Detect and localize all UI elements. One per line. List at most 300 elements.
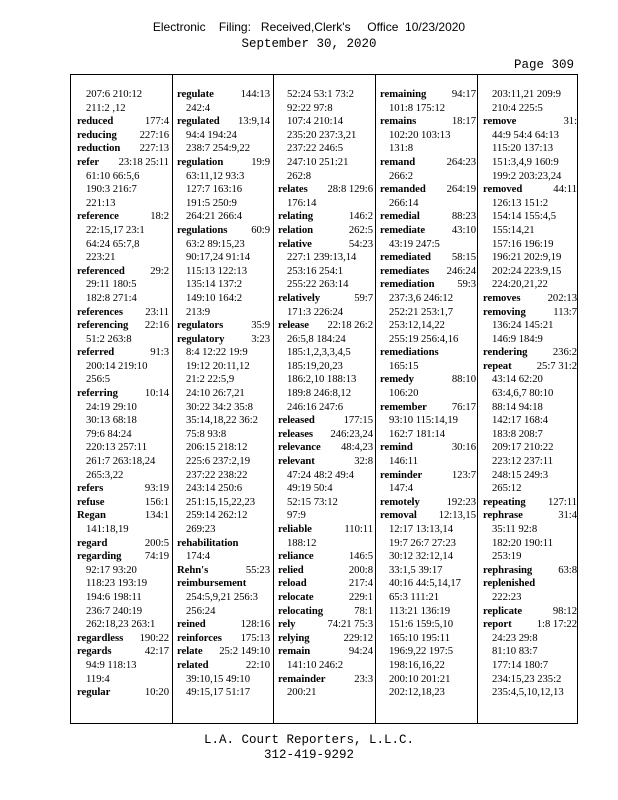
index-term: remediation bbox=[380, 278, 435, 291]
index-entry bbox=[177, 659, 270, 673]
index-continuation bbox=[380, 428, 476, 442]
page-line-refs: 227:16 bbox=[139, 128, 169, 141]
index-entry bbox=[278, 210, 373, 224]
page-line-refs: 224:20,21,22 bbox=[492, 278, 548, 291]
index-entry bbox=[483, 183, 577, 197]
index-term: regards bbox=[77, 645, 112, 658]
index-continuation bbox=[278, 115, 373, 129]
page-line-refs: 94:4 194:24 bbox=[186, 128, 237, 141]
index-continuation bbox=[380, 550, 476, 564]
page-line-refs: 217:4 bbox=[348, 577, 373, 590]
page-line-refs: 102:20 103:13 bbox=[389, 128, 451, 141]
index-term: regulatory bbox=[177, 332, 225, 345]
page-line-refs: 78:1 bbox=[354, 604, 373, 617]
index-entry bbox=[77, 210, 169, 224]
index-entry bbox=[380, 115, 476, 129]
index-term: regulation bbox=[177, 155, 224, 168]
page-line-refs: 264:19 bbox=[446, 183, 476, 196]
page-line-refs: 106:20 bbox=[389, 387, 419, 400]
index-entry bbox=[483, 509, 577, 523]
index-continuation bbox=[278, 360, 373, 374]
index-term: reimbursement bbox=[177, 577, 247, 590]
index-term: relate bbox=[177, 645, 203, 658]
index-entry bbox=[278, 591, 373, 605]
index-entry bbox=[278, 577, 373, 591]
page-line-refs: 13:9,14 bbox=[237, 115, 270, 128]
page-line-refs: 35:14,18,22 36:2 bbox=[186, 414, 258, 427]
page-line-refs: 209:17 210:22 bbox=[492, 441, 554, 454]
page-line-refs: 25:7 31:2 bbox=[536, 359, 577, 372]
index-continuation bbox=[278, 509, 373, 523]
index-continuation bbox=[177, 183, 270, 197]
index-continuation bbox=[483, 441, 577, 455]
index-term: removes bbox=[483, 291, 521, 304]
page-line-refs: 223:12 237:11 bbox=[492, 455, 554, 468]
page-line-refs: 246:24 bbox=[446, 264, 476, 277]
index-continuation bbox=[483, 632, 577, 646]
index-entry bbox=[483, 577, 577, 591]
index-term: reminder bbox=[380, 468, 423, 481]
index-entry bbox=[380, 373, 476, 387]
index-term: removed bbox=[483, 183, 523, 196]
page-line-refs: 88:14 94:18 bbox=[492, 400, 543, 413]
index-term: reliable bbox=[278, 523, 312, 535]
index-continuation bbox=[177, 605, 270, 619]
index-entry bbox=[380, 509, 476, 523]
page-line-refs: 176:14 bbox=[287, 196, 317, 209]
index-continuation bbox=[380, 455, 476, 469]
index-continuation bbox=[278, 333, 373, 347]
index-continuation bbox=[483, 278, 577, 292]
index-term: regulations bbox=[177, 223, 228, 236]
index-entry bbox=[77, 346, 169, 360]
index-continuation bbox=[77, 183, 169, 197]
page-line-refs: 251:15,15,22,23 bbox=[186, 495, 256, 508]
page-line-refs: 207:6 210:12 bbox=[86, 88, 143, 100]
index-continuation bbox=[177, 414, 270, 428]
page-line-refs: 237:22 246:5 bbox=[287, 142, 344, 155]
page-line-refs: 58:15 bbox=[451, 251, 476, 264]
page-line-refs: 59:3 bbox=[457, 278, 476, 291]
page-line-refs: 93:10 115:14,19 bbox=[389, 414, 458, 427]
index-entry bbox=[380, 401, 476, 415]
index-term: replenished bbox=[483, 577, 536, 590]
page-line-refs: 88:23 bbox=[451, 210, 476, 223]
page-line-refs: 126:13 151:2 bbox=[492, 196, 549, 209]
index-entry bbox=[278, 319, 373, 333]
index-continuation bbox=[77, 170, 169, 184]
page-line-refs: 253:16 254:1 bbox=[287, 264, 344, 277]
index-entry bbox=[483, 564, 577, 578]
index-continuation bbox=[278, 401, 373, 415]
page-line-refs: 146:2 bbox=[348, 210, 373, 223]
page-line-refs: 128:16 bbox=[240, 618, 270, 631]
index-term: remainder bbox=[278, 672, 326, 685]
index-entry bbox=[278, 550, 373, 564]
index-continuation bbox=[177, 346, 270, 360]
index-term: released bbox=[278, 414, 315, 427]
index-continuation bbox=[483, 414, 577, 428]
page-line-refs: 265:3,22 bbox=[86, 468, 124, 481]
page-line-refs: 12:17 13:13,14 bbox=[389, 523, 454, 535]
index-continuation bbox=[177, 428, 270, 442]
index-entry bbox=[380, 183, 476, 197]
page-line-refs: 259:14 262:12 bbox=[186, 509, 248, 522]
index-continuation bbox=[483, 523, 577, 537]
index-entry bbox=[380, 210, 476, 224]
page-line-refs: 194:6 198:11 bbox=[86, 590, 142, 603]
page-line-refs: 255:22 263:14 bbox=[287, 278, 349, 291]
index-continuation bbox=[380, 360, 476, 374]
index-entry bbox=[177, 333, 270, 347]
index-entry bbox=[77, 319, 169, 333]
reporter-footer bbox=[0, 733, 618, 763]
page-line-refs: 18:17 bbox=[451, 115, 476, 128]
page-line-refs: 98:12 bbox=[552, 604, 577, 617]
page-line-refs: 43:10 bbox=[451, 223, 476, 236]
index-continuation bbox=[77, 414, 169, 428]
index-continuation bbox=[77, 333, 169, 347]
index-continuation bbox=[483, 686, 577, 700]
index-entry bbox=[77, 550, 169, 564]
index-continuation bbox=[177, 238, 270, 252]
index-continuation bbox=[483, 238, 577, 252]
index-continuation bbox=[278, 102, 373, 116]
index-continuation bbox=[380, 292, 476, 306]
index-continuation bbox=[483, 224, 577, 238]
index-continuation bbox=[483, 210, 577, 224]
page-line-refs: 202:12,18,23 bbox=[389, 686, 445, 699]
page-line-refs: 211:2 ,12 bbox=[86, 101, 126, 114]
page-line-refs: 40:16 44:5,14,17 bbox=[389, 577, 461, 590]
page-line-refs: 188:12 bbox=[287, 536, 317, 549]
page-line-refs: 59:7 bbox=[354, 291, 373, 304]
page-line-refs: 227:13 bbox=[139, 142, 169, 155]
index-column-1 bbox=[77, 88, 169, 719]
index-continuation bbox=[177, 387, 270, 401]
index-continuation bbox=[278, 278, 373, 292]
index-term: remedy bbox=[380, 373, 414, 386]
page-line-refs: 269:23 bbox=[186, 523, 216, 535]
page-line-refs: 146:5 bbox=[348, 550, 373, 563]
index-continuation bbox=[483, 469, 577, 483]
index-entry bbox=[380, 346, 476, 360]
page-line-refs: 65:3 111:21 bbox=[389, 590, 440, 603]
court-reporter-phone: 312-419-9292 bbox=[263, 748, 354, 762]
deposition-date: September 30, 2020 bbox=[241, 37, 377, 51]
page-line-refs: 236:7 240:19 bbox=[86, 604, 143, 617]
index-continuation bbox=[177, 265, 270, 279]
index-term: referencing bbox=[77, 319, 129, 332]
index-continuation bbox=[177, 210, 270, 224]
page-line-refs: 10:20 bbox=[144, 686, 169, 699]
page-line-refs: 60:9 bbox=[251, 223, 270, 236]
index-continuation bbox=[77, 577, 169, 591]
index-continuation bbox=[177, 102, 270, 116]
page-line-refs: 196:9,22 197:5 bbox=[389, 645, 454, 658]
index-continuation bbox=[483, 428, 577, 442]
page-line-refs: 247:10 251:21 bbox=[287, 155, 349, 168]
page-line-refs: 200:21 bbox=[287, 686, 317, 699]
index-term: reducing bbox=[77, 128, 117, 141]
index-term: reinforces bbox=[177, 631, 222, 644]
index-entry bbox=[77, 142, 169, 156]
page-line-refs: 1:8 17:22 bbox=[536, 618, 577, 631]
index-entry bbox=[77, 509, 169, 523]
page-line-refs: 123:7 bbox=[451, 468, 476, 481]
index-entry bbox=[278, 441, 373, 455]
index-entry bbox=[380, 469, 476, 483]
index-continuation bbox=[177, 523, 270, 537]
page-line-refs: 165:15 bbox=[389, 359, 419, 372]
page-line-refs: 248:15 249:3 bbox=[492, 468, 549, 481]
page-line-refs: 235:20 237:3,21 bbox=[287, 128, 357, 141]
index-continuation bbox=[177, 251, 270, 265]
index-continuation bbox=[177, 142, 270, 156]
index-continuation bbox=[278, 686, 373, 700]
index-continuation bbox=[483, 550, 577, 564]
index-continuation bbox=[177, 686, 270, 700]
index-term: rendering bbox=[483, 346, 528, 359]
index-term: relates bbox=[278, 183, 308, 196]
index-entry bbox=[77, 387, 169, 401]
index-continuation bbox=[77, 618, 169, 632]
page-line-refs: 190:3 216:7 bbox=[86, 183, 137, 196]
page-line-refs: 246:16 247:6 bbox=[287, 400, 344, 413]
index-term: remediates bbox=[380, 264, 430, 277]
index-term: referring bbox=[77, 387, 118, 400]
index-term: remind bbox=[380, 441, 413, 454]
index-continuation bbox=[380, 645, 476, 659]
index-entry bbox=[77, 482, 169, 496]
column-divider bbox=[477, 75, 478, 723]
page-line-refs: 8:4 12:22 19:9 bbox=[186, 346, 248, 359]
index-entry bbox=[177, 537, 270, 551]
page-line-refs: 54:23 bbox=[348, 237, 373, 250]
page-line-refs: 26:5,8 184:24 bbox=[287, 332, 346, 345]
index-continuation bbox=[278, 142, 373, 156]
index-continuation bbox=[77, 88, 169, 102]
page-line-refs: 253:19 bbox=[492, 550, 522, 563]
page-line-refs: 151:3,4,9 160:9 bbox=[492, 155, 559, 168]
page-line-refs: 61:10 66:5,6 bbox=[86, 169, 140, 182]
index-term: related bbox=[177, 658, 209, 671]
page-line-refs: 97:9 bbox=[287, 509, 306, 522]
page-line-refs: 155:14,21 bbox=[492, 223, 535, 236]
index-entry bbox=[177, 618, 270, 632]
index-term: reduction bbox=[77, 142, 121, 155]
page-line-refs: 55:23 bbox=[245, 563, 270, 576]
page-line-refs: 113:21 136:19 bbox=[389, 604, 451, 617]
index-continuation bbox=[380, 238, 476, 252]
index-column-4 bbox=[380, 88, 476, 719]
index-continuation bbox=[177, 373, 270, 387]
page-line-refs: 94:17 bbox=[451, 88, 476, 100]
index-continuation bbox=[380, 306, 476, 320]
index-entry bbox=[77, 129, 169, 143]
page-line-refs: 24:10 26:7,21 bbox=[186, 387, 245, 400]
index-continuation bbox=[380, 170, 476, 184]
index-entry bbox=[278, 428, 373, 442]
page-line-refs: 255:19 256:4,16 bbox=[389, 332, 459, 345]
index-continuation bbox=[278, 482, 373, 496]
index-continuation bbox=[77, 373, 169, 387]
index-term: relevance bbox=[278, 441, 321, 454]
page-line-refs: 242:4 bbox=[186, 101, 211, 114]
page-line-refs: 42:17 bbox=[144, 645, 169, 658]
index-term: referred bbox=[77, 346, 115, 359]
page-line-refs: 234:15,23 235:2 bbox=[492, 672, 562, 685]
page-line-refs: 49:19 50:4 bbox=[287, 482, 333, 495]
index-term: rehabilitation bbox=[177, 536, 239, 549]
page-line-refs: 22:16 bbox=[144, 319, 169, 332]
page-line-refs: 43:19 247:5 bbox=[389, 237, 440, 250]
index-continuation bbox=[380, 197, 476, 211]
index-term: rephrase bbox=[483, 509, 523, 522]
page-line-refs: 191:5 250:9 bbox=[186, 196, 237, 209]
page-line-refs: 199:2 203:23,24 bbox=[492, 169, 562, 182]
column-divider bbox=[273, 75, 274, 723]
index-term: relocate bbox=[278, 590, 314, 603]
index-continuation bbox=[77, 278, 169, 292]
index-continuation bbox=[177, 496, 270, 510]
index-continuation bbox=[177, 129, 270, 143]
page-line-refs: 91:3 bbox=[150, 346, 169, 359]
page-line-refs: 266:2 bbox=[389, 169, 414, 182]
index-entry bbox=[77, 537, 169, 551]
index-entry bbox=[177, 577, 270, 591]
index-term: relying bbox=[278, 631, 310, 644]
index-continuation bbox=[177, 292, 270, 306]
index-entry bbox=[278, 605, 373, 619]
page-line-refs: 157:16 196:19 bbox=[492, 237, 554, 250]
page-line-refs: 200:8 bbox=[348, 563, 373, 576]
index-continuation bbox=[177, 509, 270, 523]
page-line-refs: 90:17,24 91:14 bbox=[186, 251, 251, 264]
page-line-refs: 149:10 164:2 bbox=[186, 291, 243, 304]
page-line-refs: 185:19,20,23 bbox=[287, 359, 343, 372]
page-line-refs: 43:14 62:20 bbox=[492, 373, 543, 386]
page-line-refs: 183:8 208:7 bbox=[492, 427, 543, 440]
page-line-refs: 35:9 bbox=[251, 319, 270, 332]
index-continuation bbox=[483, 142, 577, 156]
index-term: references bbox=[77, 305, 123, 318]
index-term: reload bbox=[278, 577, 307, 590]
page-line-refs: 182:20 190:11 bbox=[492, 536, 554, 549]
index-continuation bbox=[483, 319, 577, 333]
index-term: refers bbox=[77, 482, 104, 495]
page-line-refs: 76:17 bbox=[451, 400, 476, 413]
index-term: remains bbox=[380, 115, 417, 128]
page-line-refs: 141:10 246:2 bbox=[287, 658, 344, 671]
index-continuation bbox=[278, 306, 373, 320]
page-line-refs: 165:10 195:11 bbox=[389, 631, 451, 644]
index-entry bbox=[483, 292, 577, 306]
index-entry bbox=[278, 618, 373, 632]
index-continuation bbox=[278, 88, 373, 102]
index-entry bbox=[177, 115, 270, 129]
index-entry bbox=[483, 306, 577, 320]
page-line-refs: 101:8 175:12 bbox=[389, 101, 446, 114]
index-term: Regan bbox=[77, 509, 106, 522]
index-term: removing bbox=[483, 305, 526, 318]
index-column-2 bbox=[177, 88, 270, 719]
index-column-3 bbox=[278, 88, 373, 719]
page-line-refs: 262:8 bbox=[287, 169, 312, 182]
index-term: replicate bbox=[483, 604, 523, 617]
index-term: repeating bbox=[483, 495, 526, 508]
index-term: reliance bbox=[278, 550, 314, 563]
index-entry bbox=[278, 523, 373, 537]
index-entry bbox=[483, 346, 577, 360]
index-entry bbox=[483, 618, 577, 632]
page-line-refs: 243:14 250:6 bbox=[186, 482, 243, 495]
page-line-refs: 115:20 137:13 bbox=[492, 142, 554, 155]
index-continuation bbox=[77, 197, 169, 211]
page-line-refs: 246:23,24 bbox=[330, 427, 373, 440]
index-continuation bbox=[278, 170, 373, 184]
page-line-refs: 162:7 181:14 bbox=[389, 427, 446, 440]
page-line-refs: 156:1 bbox=[144, 495, 169, 508]
index-continuation bbox=[177, 278, 270, 292]
page-line-refs: 136:24 145:21 bbox=[492, 319, 554, 332]
page-line-refs: 63:8 bbox=[558, 563, 577, 576]
page-line-refs: 28:8 129:6 bbox=[327, 183, 373, 196]
page-line-refs: 39:10,15 49:10 bbox=[186, 672, 251, 685]
page-line-refs: 49:15,17 51:17 bbox=[186, 686, 251, 699]
index-continuation bbox=[483, 251, 577, 265]
index-entry bbox=[483, 115, 577, 129]
index-entry bbox=[77, 306, 169, 320]
index-continuation bbox=[380, 319, 476, 333]
page-line-refs: 18:2 bbox=[150, 210, 169, 223]
index-term: removal bbox=[380, 509, 417, 522]
page-line-refs: 141:18,19 bbox=[86, 523, 129, 535]
index-continuation bbox=[380, 523, 476, 537]
index-continuation bbox=[278, 537, 373, 551]
index-continuation bbox=[483, 129, 577, 143]
page-line-refs: 23:18 25:11 bbox=[118, 155, 169, 168]
page-line-refs: 25:2 149:10 bbox=[219, 645, 270, 658]
index-continuation bbox=[483, 673, 577, 687]
index-term: remove bbox=[483, 115, 517, 128]
index-column-5 bbox=[483, 88, 577, 719]
index-continuation bbox=[77, 455, 169, 469]
page-line-refs: 88:10 bbox=[451, 373, 476, 386]
page-line-refs: 52:24 53:1 73:2 bbox=[287, 88, 354, 100]
page-line-refs: 229:12 bbox=[343, 631, 373, 644]
index-term: relocating bbox=[278, 604, 324, 617]
index-entry bbox=[278, 564, 373, 578]
page-line-refs: 174:4 bbox=[186, 550, 211, 563]
index-continuation bbox=[380, 102, 476, 116]
index-continuation bbox=[380, 605, 476, 619]
index-continuation bbox=[483, 537, 577, 551]
index-entry bbox=[177, 564, 270, 578]
page-line-refs: 192:23 bbox=[446, 495, 476, 508]
page-line-refs: 93:19 bbox=[144, 482, 169, 495]
page-line-refs: 31: bbox=[563, 115, 577, 128]
page-line-refs: 262:18,23 263:1 bbox=[86, 618, 156, 631]
index-continuation bbox=[77, 238, 169, 252]
index-term: rephrasing bbox=[483, 563, 533, 576]
page-line-refs: 225:6 237:2,19 bbox=[186, 455, 251, 468]
page-line-refs: 30:13 68:18 bbox=[86, 414, 137, 427]
page-line-refs: 206:15 218:12 bbox=[186, 441, 248, 454]
page-line-refs: 92:17 93:20 bbox=[86, 563, 137, 576]
index-continuation bbox=[177, 673, 270, 687]
page-line-refs: 19:9 bbox=[251, 155, 270, 168]
